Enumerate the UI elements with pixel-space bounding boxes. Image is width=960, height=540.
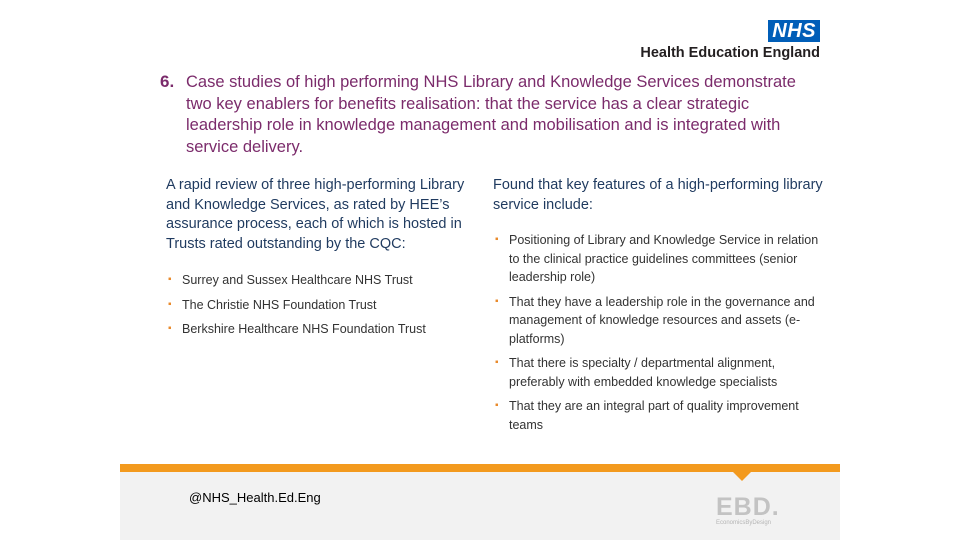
- bullet-icon: ▪: [495, 400, 499, 411]
- right-intro: Found that key features of a high-performing library service include:: [493, 177, 823, 213]
- footer-accent-bar: [120, 464, 840, 472]
- list-item: ▪ Surrey and Sussex Healthcare NHS Trust: [168, 273, 413, 287]
- heading-number: 6.: [160, 72, 175, 91]
- list-item: ▪ The Christie NHS Foundation Trust: [168, 297, 377, 312]
- left-column: [166, 176, 476, 346]
- list-item: ▪ Berkshire Healthcare NHS Foundation Trust: [168, 322, 426, 336]
- list-item: ▪ That they have a leadership role in the governance and management of knowledge resources and assets (e-platforms): [495, 294, 815, 346]
- bullet-icon: ▪: [495, 295, 499, 307]
- ebd-logo-subtitle: EconomicsByDesign: [716, 520, 772, 526]
- left-intro: A rapid review of three high-performing Library and Knowledge Services, as rated by HEE’s assurance process, each of which is hosted in Trusts rated outstanding by the CQC:: [166, 177, 465, 252]
- ebd-logo: [716, 494, 780, 526]
- hee-logo: [640, 20, 820, 61]
- bullet-icon: ▪: [495, 234, 499, 245]
- bullet-icon: ▪: [495, 357, 499, 368]
- footer-notch-icon: [733, 472, 751, 481]
- list-item: ▪ Positioning of Library and Knowledge Service in relation to the clinical practice guidelines committees (senior leadership role): [495, 233, 819, 284]
- nhs-logo-mark: NHS: [768, 20, 820, 42]
- twitter-handle: @NHS_Health.Ed.Eng: [189, 490, 321, 505]
- heading-text: Case studies of high performing NHS Library and Knowledge Services demonstrate two key enablers for benefits realisation: that the service has a clear strategic leadership role in knowledge management and mobilisation and is integrated with service delivery.: [186, 73, 796, 156]
- list-item: ▪ That they are an integral part of quality improvement teams: [495, 399, 799, 432]
- slide-heading: [160, 72, 810, 158]
- organisation-name: Health Education England: [640, 45, 820, 61]
- features-list: [493, 231, 823, 434]
- ebd-logo-mark: EBD.: [716, 493, 780, 521]
- right-column: [493, 176, 823, 440]
- bullet-icon: ▪: [168, 274, 172, 285]
- trust-list: [166, 272, 476, 337]
- bullet-icon: ▪: [168, 298, 172, 310]
- list-item: ▪ That there is specialty / departmental alignment, preferably with embedded knowledge specialists: [495, 356, 778, 389]
- bullet-icon: ▪: [168, 323, 172, 334]
